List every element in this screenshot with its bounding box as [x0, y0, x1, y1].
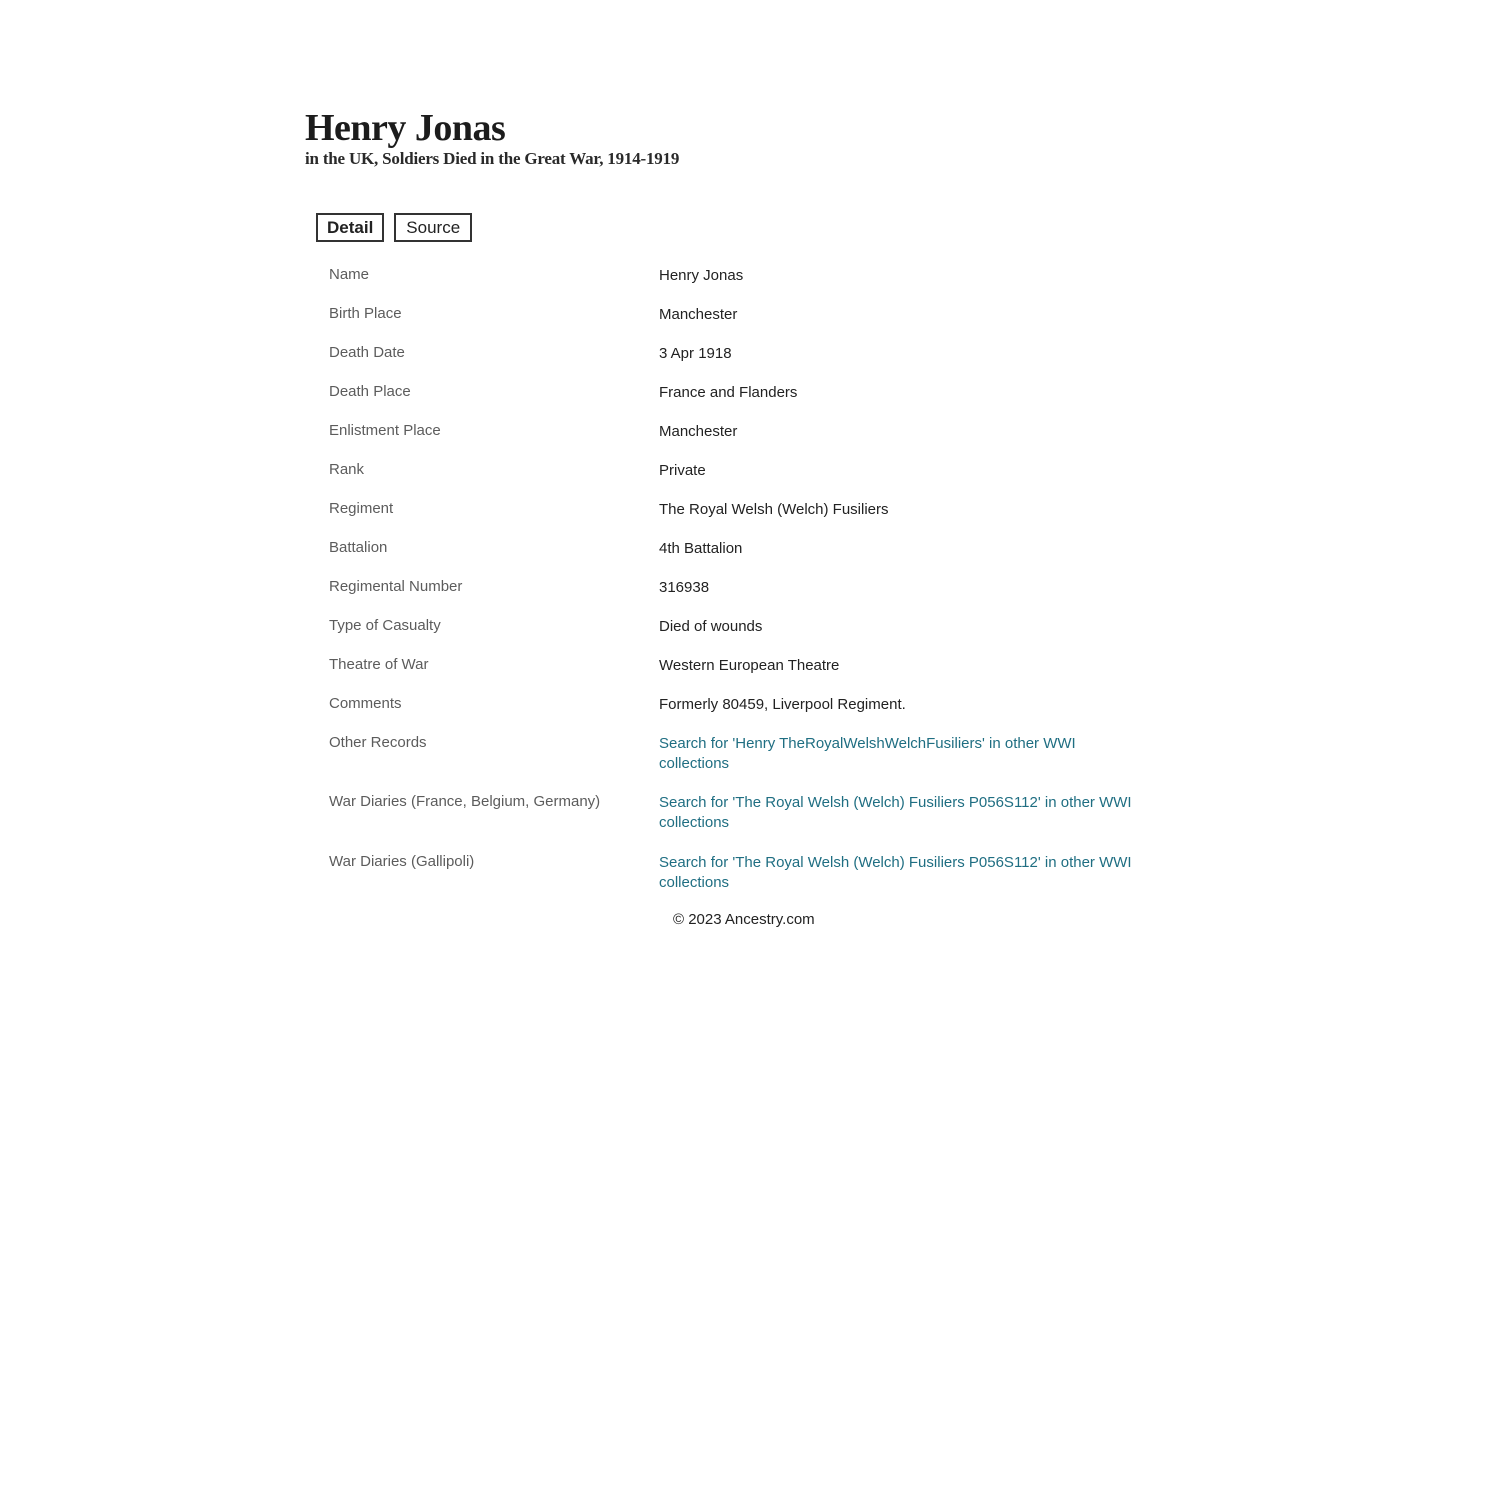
field-label: Death Date: [329, 344, 405, 361]
table-row: [329, 792, 1169, 852]
war-diaries-france-search-link[interactable]: Search for 'The Royal Welsh (Welch) Fusiliers P056S112' in other WWI collections: [659, 794, 1132, 831]
field-value: 316938: [659, 579, 710, 596]
table-row: [329, 265, 1169, 304]
field-value: The Royal Welsh (Welch) Fusiliers: [659, 501, 889, 518]
field-value: 4th Battalion: [659, 540, 743, 557]
field-label: Type of Casualty: [329, 617, 441, 634]
record-details-table: [329, 265, 1169, 911]
table-row: [329, 655, 1169, 694]
field-value: Formerly 80459, Liverpool Regiment.: [659, 696, 906, 713]
table-row: [329, 304, 1169, 343]
table-row: [329, 343, 1169, 382]
table-row: [329, 382, 1169, 421]
table-row: [329, 852, 1169, 911]
field-label: War Diaries (France, Belgium, Germany): [329, 793, 601, 810]
field-label: Regimental Number: [329, 578, 463, 595]
table-row: [329, 499, 1169, 538]
field-value: Private: [659, 462, 706, 479]
field-label: Enlistment Place: [329, 422, 441, 439]
field-value: Manchester: [659, 423, 738, 440]
field-label: Regiment: [329, 500, 394, 517]
field-label: Comments: [329, 695, 402, 712]
field-label: War Diaries (Gallipoli): [329, 853, 475, 870]
table-row: [329, 733, 1169, 792]
copyright-footer: © 2023 Ancestry.com: [673, 911, 815, 928]
field-value: [659, 733, 1169, 792]
tab-source[interactable]: Source: [394, 213, 472, 242]
field-value: Manchester: [659, 306, 738, 323]
field-label: Battalion: [329, 539, 388, 556]
table-row: [329, 460, 1169, 499]
tab-bar: [316, 213, 472, 242]
field-label: Theatre of War: [329, 656, 429, 673]
table-row: [329, 421, 1169, 460]
tab-detail[interactable]: Detail: [316, 213, 384, 242]
field-label: Name: [329, 266, 370, 283]
field-label: Other Records: [329, 734, 427, 751]
field-value: [659, 852, 1169, 911]
table-row: [329, 616, 1169, 655]
page-title: Henry Jonas: [305, 107, 506, 149]
table-row: [329, 538, 1169, 577]
field-value: Western European Theatre: [659, 657, 840, 674]
table-row: [329, 577, 1169, 616]
field-value: [659, 792, 1169, 852]
war-diaries-gallipoli-search-link[interactable]: Search for 'The Royal Welsh (Welch) Fusiliers P056S112' in other WWI collections: [659, 854, 1132, 891]
field-label: Death Place: [329, 383, 411, 400]
page-subtitle: in the UK, Soldiers Died in the Great War, 1914-1919: [305, 149, 680, 168]
field-value: Died of wounds: [659, 618, 763, 635]
field-value: France and Flanders: [659, 384, 798, 401]
field-value: Henry Jonas: [659, 267, 744, 284]
field-value: 3 Apr 1918: [659, 345, 732, 362]
table-row: [329, 694, 1169, 733]
field-label: Birth Place: [329, 305, 402, 322]
record-page: [305, 107, 1185, 928]
field-label: Rank: [329, 461, 365, 478]
other-records-search-link[interactable]: Search for 'Henry TheRoyalWelshWelchFusiliers' in other WWI collections: [659, 735, 1076, 772]
